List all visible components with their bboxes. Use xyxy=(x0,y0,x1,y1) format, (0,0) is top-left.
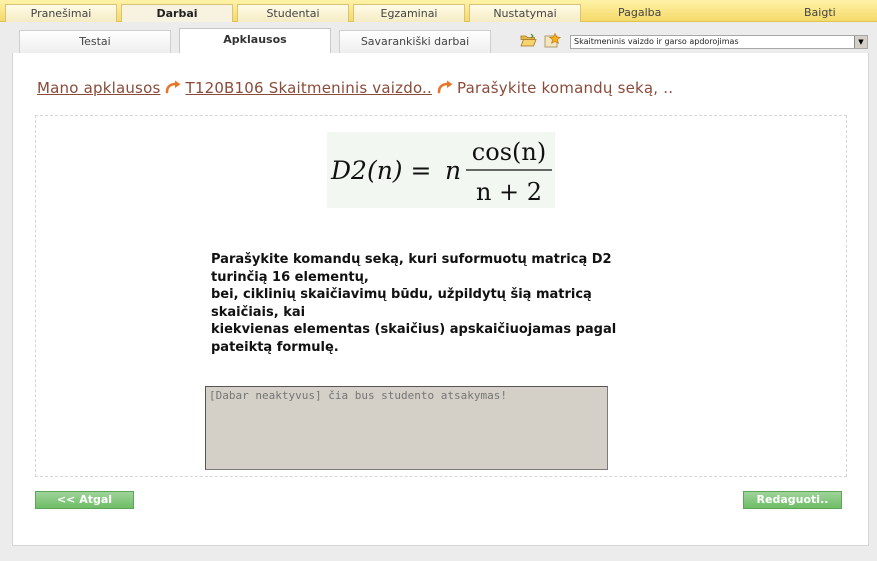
formula-coef: n xyxy=(445,156,462,185)
top-navigation xyxy=(0,0,877,22)
breadcrumb-my-surveys[interactable]: Mano apklausos xyxy=(37,79,161,97)
chevron-down-icon[interactable]: ▼ xyxy=(854,36,867,48)
back-button[interactable]: << Atgal xyxy=(35,491,134,509)
content-panel xyxy=(12,53,869,546)
star-icon[interactable] xyxy=(544,33,561,48)
course-select[interactable] xyxy=(570,35,868,49)
breadcrumb xyxy=(37,79,673,99)
breadcrumb-course[interactable]: T120B106 Skaitmeninis vaizdo.. xyxy=(185,79,432,97)
top-tab-pranesimai[interactable]: Pranešimai xyxy=(5,4,117,22)
question-container xyxy=(35,115,847,477)
sub-tab-apklausos[interactable]: Apklausos xyxy=(179,28,331,54)
curved-arrow-icon xyxy=(165,80,181,94)
curved-arrow-icon xyxy=(437,80,453,94)
help-link[interactable]: Pagalba xyxy=(618,6,662,19)
formula-image xyxy=(327,132,555,208)
top-tab-nustatymai[interactable]: Nustatymai xyxy=(469,4,581,22)
sub-tab-savarankiski-darbai[interactable]: Savarankiški darbai xyxy=(339,30,491,53)
formula-numerator: cos(n) xyxy=(471,138,547,166)
course-select-value: Skaitmeninis vaizdo ir garso apdorojimas xyxy=(574,37,739,46)
top-tab-studentai[interactable]: Studentai xyxy=(237,4,349,22)
breadcrumb-current: Parašykite komandų seką, .. xyxy=(457,79,674,97)
top-tab-egzaminai[interactable]: Egzaminai xyxy=(353,4,465,22)
sub-navigation xyxy=(0,22,877,53)
formula-lhs: D2(n) = xyxy=(331,156,432,185)
formula-denominator: n + 2 xyxy=(475,178,543,206)
question-text: Parašykite komandų seką, kuri suformuotų matricą D2 turinčią 16 elementų, bei, ciklinių skaičiavimų būdu, užpildytų šią matricą skaičiais, kai kiekvienas elementas (skaičius) apskaičiuojamas pagal pateiktą formulę. xyxy=(211,252,617,355)
exit-link[interactable]: Baigti xyxy=(804,6,836,19)
folder-open-icon[interactable] xyxy=(520,33,537,48)
sub-tab-testai[interactable]: Testai xyxy=(19,30,171,53)
edit-button[interactable]: Redaguoti.. xyxy=(743,491,842,509)
top-tab-darbai[interactable]: Darbai xyxy=(121,4,233,23)
answer-textarea[interactable] xyxy=(205,386,608,470)
